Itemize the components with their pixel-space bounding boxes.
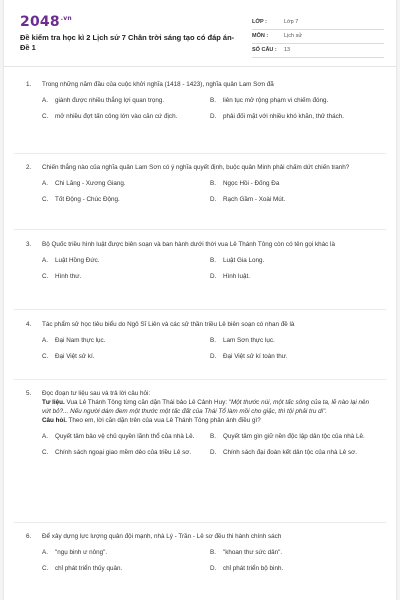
option-text: Quyết tâm gìn giữ nền độc lập dân tộc của nhà Lê. xyxy=(223,433,365,440)
option-d[interactable] xyxy=(210,113,378,122)
option-text: giành được nhiều thắng lợi quan trọng. xyxy=(55,97,165,104)
option-letter: B. xyxy=(210,433,216,440)
option-letter: B. xyxy=(210,549,216,556)
logo-text: 2048 xyxy=(20,14,60,30)
option-letter: B. xyxy=(210,337,216,344)
question-stem xyxy=(26,80,378,89)
ask-text: Theo em, lời căn dặn trên của vua Lê Thánh Tông phản ánh điều gì? xyxy=(66,417,261,424)
question-separator xyxy=(14,309,386,310)
source-quote: "Một thước núi, một tấc sông của ta, lẽ nào lại nên vứt bỏ?... Nếu người dám đem một thước một tấc đất của Thái Tổ làm mồi cho giặc, thì tội phải tru di". xyxy=(42,399,369,415)
answer-options xyxy=(26,337,378,361)
meta-value: Lớp 7 xyxy=(284,19,299,25)
meta-label: SỐ CÂU : xyxy=(252,47,277,53)
option-text: "khoan thư sức dân". xyxy=(223,549,283,556)
option-d[interactable] xyxy=(210,196,378,205)
question-separator xyxy=(14,522,386,523)
meta-row-subject xyxy=(252,30,384,44)
option-text: Hình thư. xyxy=(55,272,82,280)
option-letter: C. xyxy=(42,195,49,203)
option-text: Hình luật. xyxy=(223,272,250,280)
meta-label: LỚP : xyxy=(252,19,267,25)
option-letter: B. xyxy=(210,97,216,104)
question-stem xyxy=(26,320,378,329)
exam-page xyxy=(4,0,396,600)
option-text: mở nhiều đợt tấn công lớn vào căn cứ địch. xyxy=(55,112,178,120)
answer-options xyxy=(26,433,378,457)
option-letter: A. xyxy=(42,180,48,187)
meta-row-count xyxy=(252,44,384,58)
option-row xyxy=(42,433,378,442)
option-d[interactable] xyxy=(210,449,378,458)
option-row xyxy=(42,196,378,205)
question-number: 2. xyxy=(26,164,32,171)
option-b[interactable] xyxy=(210,337,378,346)
option-a[interactable] xyxy=(42,180,210,189)
answer-options xyxy=(26,97,378,121)
option-letter: C. xyxy=(42,564,49,572)
option-letter: A. xyxy=(42,97,48,104)
source-label: Tư liệu. xyxy=(42,399,65,406)
option-letter: A. xyxy=(42,257,48,264)
question-text: Để xây dựng lực lượng quân đội mạnh, nhà Lý - Trần - Lê sơ đều thi hành chính sách xyxy=(42,533,282,540)
question-separator xyxy=(14,379,386,380)
question-6 xyxy=(26,532,378,580)
question-separator xyxy=(14,229,386,230)
meta-row-grade xyxy=(252,16,384,30)
option-d[interactable] xyxy=(210,353,378,362)
question-number: 6. xyxy=(26,533,32,540)
option-text: Đại Việt sử kí. xyxy=(55,352,95,360)
option-letter: A. xyxy=(42,549,48,556)
option-a[interactable] xyxy=(42,337,210,346)
question-text: Chiến thắng nào của nghĩa quân Lam Sơn có ý nghĩa quyết định, buộc quân Minh phải chấm dứt chiến tranh? xyxy=(42,164,350,171)
option-text: Lam Sơn thực lục. xyxy=(223,337,275,344)
option-text: Ngọc Hồi - Đống Đa xyxy=(223,180,280,187)
option-c[interactable] xyxy=(42,353,210,362)
option-row xyxy=(42,257,378,266)
option-letter: D. xyxy=(210,272,217,280)
option-text: chỉ phát triển thủy quân. xyxy=(55,564,123,572)
option-b[interactable] xyxy=(210,433,378,442)
option-letter: C. xyxy=(42,112,49,120)
question-text: Bộ Quốc triều hình luật được biên soạn và ban hành dưới thời vua Lê Thánh Tông còn có tên gọi khác là xyxy=(42,241,335,248)
exam-header xyxy=(20,14,380,60)
option-b[interactable] xyxy=(210,97,378,106)
option-text: Đại Nam thực lục. xyxy=(55,337,106,344)
question-stem xyxy=(26,240,378,249)
option-text: Đại Việt sử kí toàn thư. xyxy=(223,352,288,360)
option-letter: D. xyxy=(210,352,217,360)
option-a[interactable] xyxy=(42,549,210,558)
option-letter: D. xyxy=(210,195,217,203)
exam-title: Đề kiểm tra học kì 2 Lịch sử 7 Chân trời sáng tạo có đáp án- Đề 1 xyxy=(20,33,235,52)
option-c[interactable] xyxy=(42,196,210,205)
option-letter: A. xyxy=(42,433,48,440)
option-a[interactable] xyxy=(42,433,210,442)
option-text: Chi Lăng - Xương Giang. xyxy=(55,180,126,187)
source-passage xyxy=(42,398,378,416)
option-text: Chính sách ngoại giao mềm dẻo của triều Lê sơ. xyxy=(55,448,192,456)
meta-value: 13 xyxy=(284,47,291,53)
question-2 xyxy=(26,163,378,211)
site-logo[interactable] xyxy=(20,14,72,30)
question-separator xyxy=(14,153,386,154)
option-row xyxy=(42,97,378,106)
question-stem xyxy=(26,532,378,541)
question-text: Đọc đoạn tư liệu sau và trả lời câu hỏi: xyxy=(42,390,151,397)
option-letter: C. xyxy=(42,352,49,360)
option-text: Luật Gia Long. xyxy=(223,257,265,264)
question-4 xyxy=(26,320,378,368)
option-text: Quyết tâm bảo vệ chủ quyền lãnh thổ của nhà Lê. xyxy=(55,433,195,440)
exam-meta xyxy=(252,16,384,58)
option-row xyxy=(42,565,378,574)
question-text: Trong những năm đầu của cuộc khởi nghĩa (1418 - 1423), nghĩa quân Lam Sơn đã xyxy=(42,81,274,88)
question-stem xyxy=(26,389,378,425)
option-d[interactable] xyxy=(210,565,378,574)
question-number: 1. xyxy=(26,81,32,88)
logo-domain: .vn xyxy=(60,15,72,23)
option-letter: D. xyxy=(210,112,217,120)
option-letter: C. xyxy=(42,448,49,456)
ask-label: Câu hỏi. xyxy=(42,417,67,424)
question-5 xyxy=(26,389,378,464)
option-c[interactable] xyxy=(42,449,210,458)
option-row xyxy=(42,549,378,558)
question-number: 4. xyxy=(26,321,32,328)
option-letter: A. xyxy=(42,337,48,344)
option-d[interactable] xyxy=(210,273,378,282)
option-row xyxy=(42,449,378,458)
question-body xyxy=(42,389,378,425)
option-a[interactable] xyxy=(42,257,210,266)
source-intro: Vua Lê Thánh Tông từng căn dặn Thái bảo Lê Cảnh Huy: xyxy=(64,399,229,406)
option-letter: B. xyxy=(210,257,216,264)
option-text: Tốt Động - Chúc Động. xyxy=(55,195,120,203)
option-row xyxy=(42,353,378,362)
sub-question xyxy=(42,416,378,425)
header-divider xyxy=(4,66,396,67)
question-3 xyxy=(26,240,378,288)
option-row xyxy=(42,273,378,282)
question-number: 3. xyxy=(26,241,32,248)
option-text: liên tục mở rộng phạm vi chiếm đóng. xyxy=(223,97,329,104)
option-c[interactable] xyxy=(42,273,210,282)
option-text: phải đối mặt với nhiều khó khăn, thử thách. xyxy=(223,112,345,120)
question-text: Tác phẩm sử học tiêu biểu do Ngô Sĩ Liên và các sử thần triều Lê biên soạn có nhan đề là xyxy=(42,321,295,328)
option-text: "ngụ binh ư nông". xyxy=(55,549,108,556)
question-stem xyxy=(26,163,378,172)
option-text: Luật Hồng Đức. xyxy=(55,257,100,264)
option-b[interactable] xyxy=(210,180,378,189)
option-letter: D. xyxy=(210,448,217,456)
option-b[interactable] xyxy=(210,549,378,558)
question-1 xyxy=(26,80,378,128)
meta-value: Lịch sử xyxy=(284,33,303,39)
answer-options xyxy=(26,180,378,204)
option-row xyxy=(42,180,378,189)
option-c[interactable] xyxy=(42,113,210,122)
option-row xyxy=(42,113,378,122)
meta-label: MÔN : xyxy=(252,33,269,39)
option-b[interactable] xyxy=(210,257,378,266)
option-letter: D. xyxy=(210,564,217,572)
option-c[interactable] xyxy=(42,565,210,574)
option-text: Chính sách đại đoàn kết dân tộc của nhà Lê sơ. xyxy=(223,448,358,456)
answer-options xyxy=(26,257,378,281)
option-letter: C. xyxy=(42,272,49,280)
answer-options xyxy=(26,549,378,573)
option-a[interactable] xyxy=(42,97,210,106)
question-number: 5. xyxy=(26,390,32,397)
option-text: chỉ phát triển bộ binh. xyxy=(223,564,284,572)
option-letter: B. xyxy=(210,180,216,187)
option-row xyxy=(42,337,378,346)
option-text: Rạch Gầm - Xoài Mút. xyxy=(223,195,286,203)
